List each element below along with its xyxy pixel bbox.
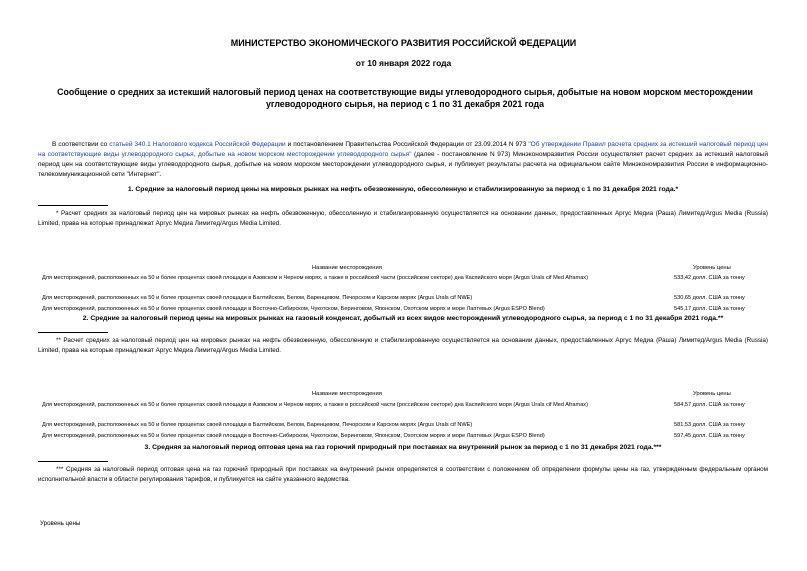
intro-prefix: В соответствии со <box>52 141 110 148</box>
document-title: Сообщение о средних за истекший налоговый период ценах на соответствующие виды углеводородного сырья, добытые на новом морском месторождении углеводородного сырья, на период с 1 по 31 декабря 2021 года <box>57 87 753 109</box>
price-value: 530,65 долл. США за тонну <box>674 295 745 301</box>
field-name: Для месторождений, расположенных на 50 и более процентах своей площади в Азовском и Черном морях, а также в российской части (российском секторе) дна Каспийского моря (Argus Urals cif Med Aframax) <box>42 402 588 408</box>
price-value: 545,17 долл. США за тонну <box>674 306 745 312</box>
field-name: Для месторождений, расположенных на 50 и более процентах своей площади в Балтийском, Белом, Баренцевом, Печорском и Карском морях (Argus Urals cif NWE) <box>42 422 473 428</box>
footnote-divider-1 <box>38 205 108 206</box>
price-level-label: Уровень цены <box>40 520 81 527</box>
footnote-divider-2 <box>38 332 108 333</box>
section-2-col-name: Название месторождения <box>312 391 382 397</box>
price-value: 597,45 долл. США за тонну <box>674 433 745 439</box>
ministry-name: МИНИСТЕРСТВО ЭКОНОМИЧЕСКОГО РАЗВИТИЯ РОССИЙСКОЙ ФЕДЕРАЦИИ <box>230 38 577 48</box>
section-1-title: 1. Средние за налоговый период цены на мировых рынках на нефть обезвоженную, обессоленную и стабилизированную за период с 1 по 31 декабря 2021 года.* <box>127 186 679 193</box>
price-value: 581,53 долл. США за тонну <box>674 422 745 428</box>
field-name: Для месторождений, расположенных на 50 и более процентах своей площади в Балтийском, Белом, Баренцевом, Печорском и Карском морях (Argus Urals cif NWE) <box>42 295 473 301</box>
section-3-title: 3. Средняя за налоговый период оптовая цена на газ горючий природный при поставках на внутренний рынок за период с 1 по 31 декабря 2021 года.*** <box>144 444 662 451</box>
footnote-divider-3 <box>38 461 108 462</box>
document-date: от 10 января 2022 года <box>355 58 452 68</box>
section-2-footnote: ** Расчет средних за налоговый период цен на мировых рынках на нефть обезвоженную, обессоленную и стабилизированную осуществляется на основании данных, предоставленных Аргус Медиа (Раша) Лимитед/Argus Media (Russia) Limited, права на которые принадлежат Аргус Медиа Лимитед/Argus Media Limited. <box>38 337 768 354</box>
section-3-footnote: *** Средняя за налоговый период оптовая цена на газ горючий природный при поставках на внутренний рынок определяется в соответствии с положением об определении формулы цены на газ, утвержденным федеральным органом исполнительной власти в области регулирования тарифов, и публикуется на сайте указанного ведомства. <box>38 466 768 483</box>
resolution-link[interactable]: "Об утверждении Правил расчета средних за истекший налоговый период цен на соответствующие виды углеводородного сырья, добытые на новом морском месторождении углеводородного сырья" <box>38 141 768 158</box>
tax-code-link[interactable]: статьей 340.1 Налогового кодекса Российской Федерации <box>109 141 286 148</box>
intro-paragraph <box>38 140 768 180</box>
field-name: Для месторождений, расположенных на 50 и более процентах своей площади в Восточно-Сибирском, Чукотском, Беринговом, Японском, Охотском морях и море Лаптевых (Argus ESPO Blend) <box>42 306 545 312</box>
intro-suffix: (далее - постановление N 973) Минэкономразвития России осуществляет расчет средних за истекший налоговый период цен на соответствующие виды углеводородного сырья, добытые на новом морском месторождении углеводородного сырья, и публикует результаты расчета на официальном сайте Минэкономразвития России в информационно-телекоммуникационной сети "Интернет". <box>38 151 768 178</box>
intro-middle: и постановлением Правительства Российской Федерации от 23.09.2014 N 973 <box>285 141 529 148</box>
price-value: 533,42 долл. США за тонну <box>674 275 745 281</box>
field-name: Для месторождений, расположенных на 50 и более процентах своей площади в Азовском и Черном морях, а также в российской части (российском секторе) дна Каспийского моря (Argus Urals cif Med Aframax) <box>42 275 588 281</box>
field-name: Для месторождений, расположенных на 50 и более процентах своей площади в Восточно-Сибирском, Чукотском, Беринговом, Японском, Охотском морях и море Лаптевых (Argus ESPO Blend) <box>42 433 545 439</box>
section-2-col-price: Уровень цены <box>693 391 731 397</box>
section-1-col-name: Название месторождения <box>312 265 382 271</box>
section-2-title: 2. Средние за налоговый период цены на мировых рынках на газовый конденсат, добытый из всех видов месторождений углеводородного сырья, за период с 1 по 31 декабря 2021 года.** <box>82 315 724 322</box>
section-1-col-price: Уровень цены <box>693 265 731 271</box>
section-1-footnote: * Расчет средних за налоговый период цен на мировых рынках на нефть обезвоженную, обессоленную и стабилизированную осуществляется на основании данных, предоставленных Аргус Медиа (Раша) Лимитед/Argus Media (Russia) Limited, права на которые принадлежат Аргус Медиа Лимитед/Argus Media Limited. <box>38 210 768 227</box>
price-value: 584,57 долл. США за тонну <box>674 402 745 408</box>
